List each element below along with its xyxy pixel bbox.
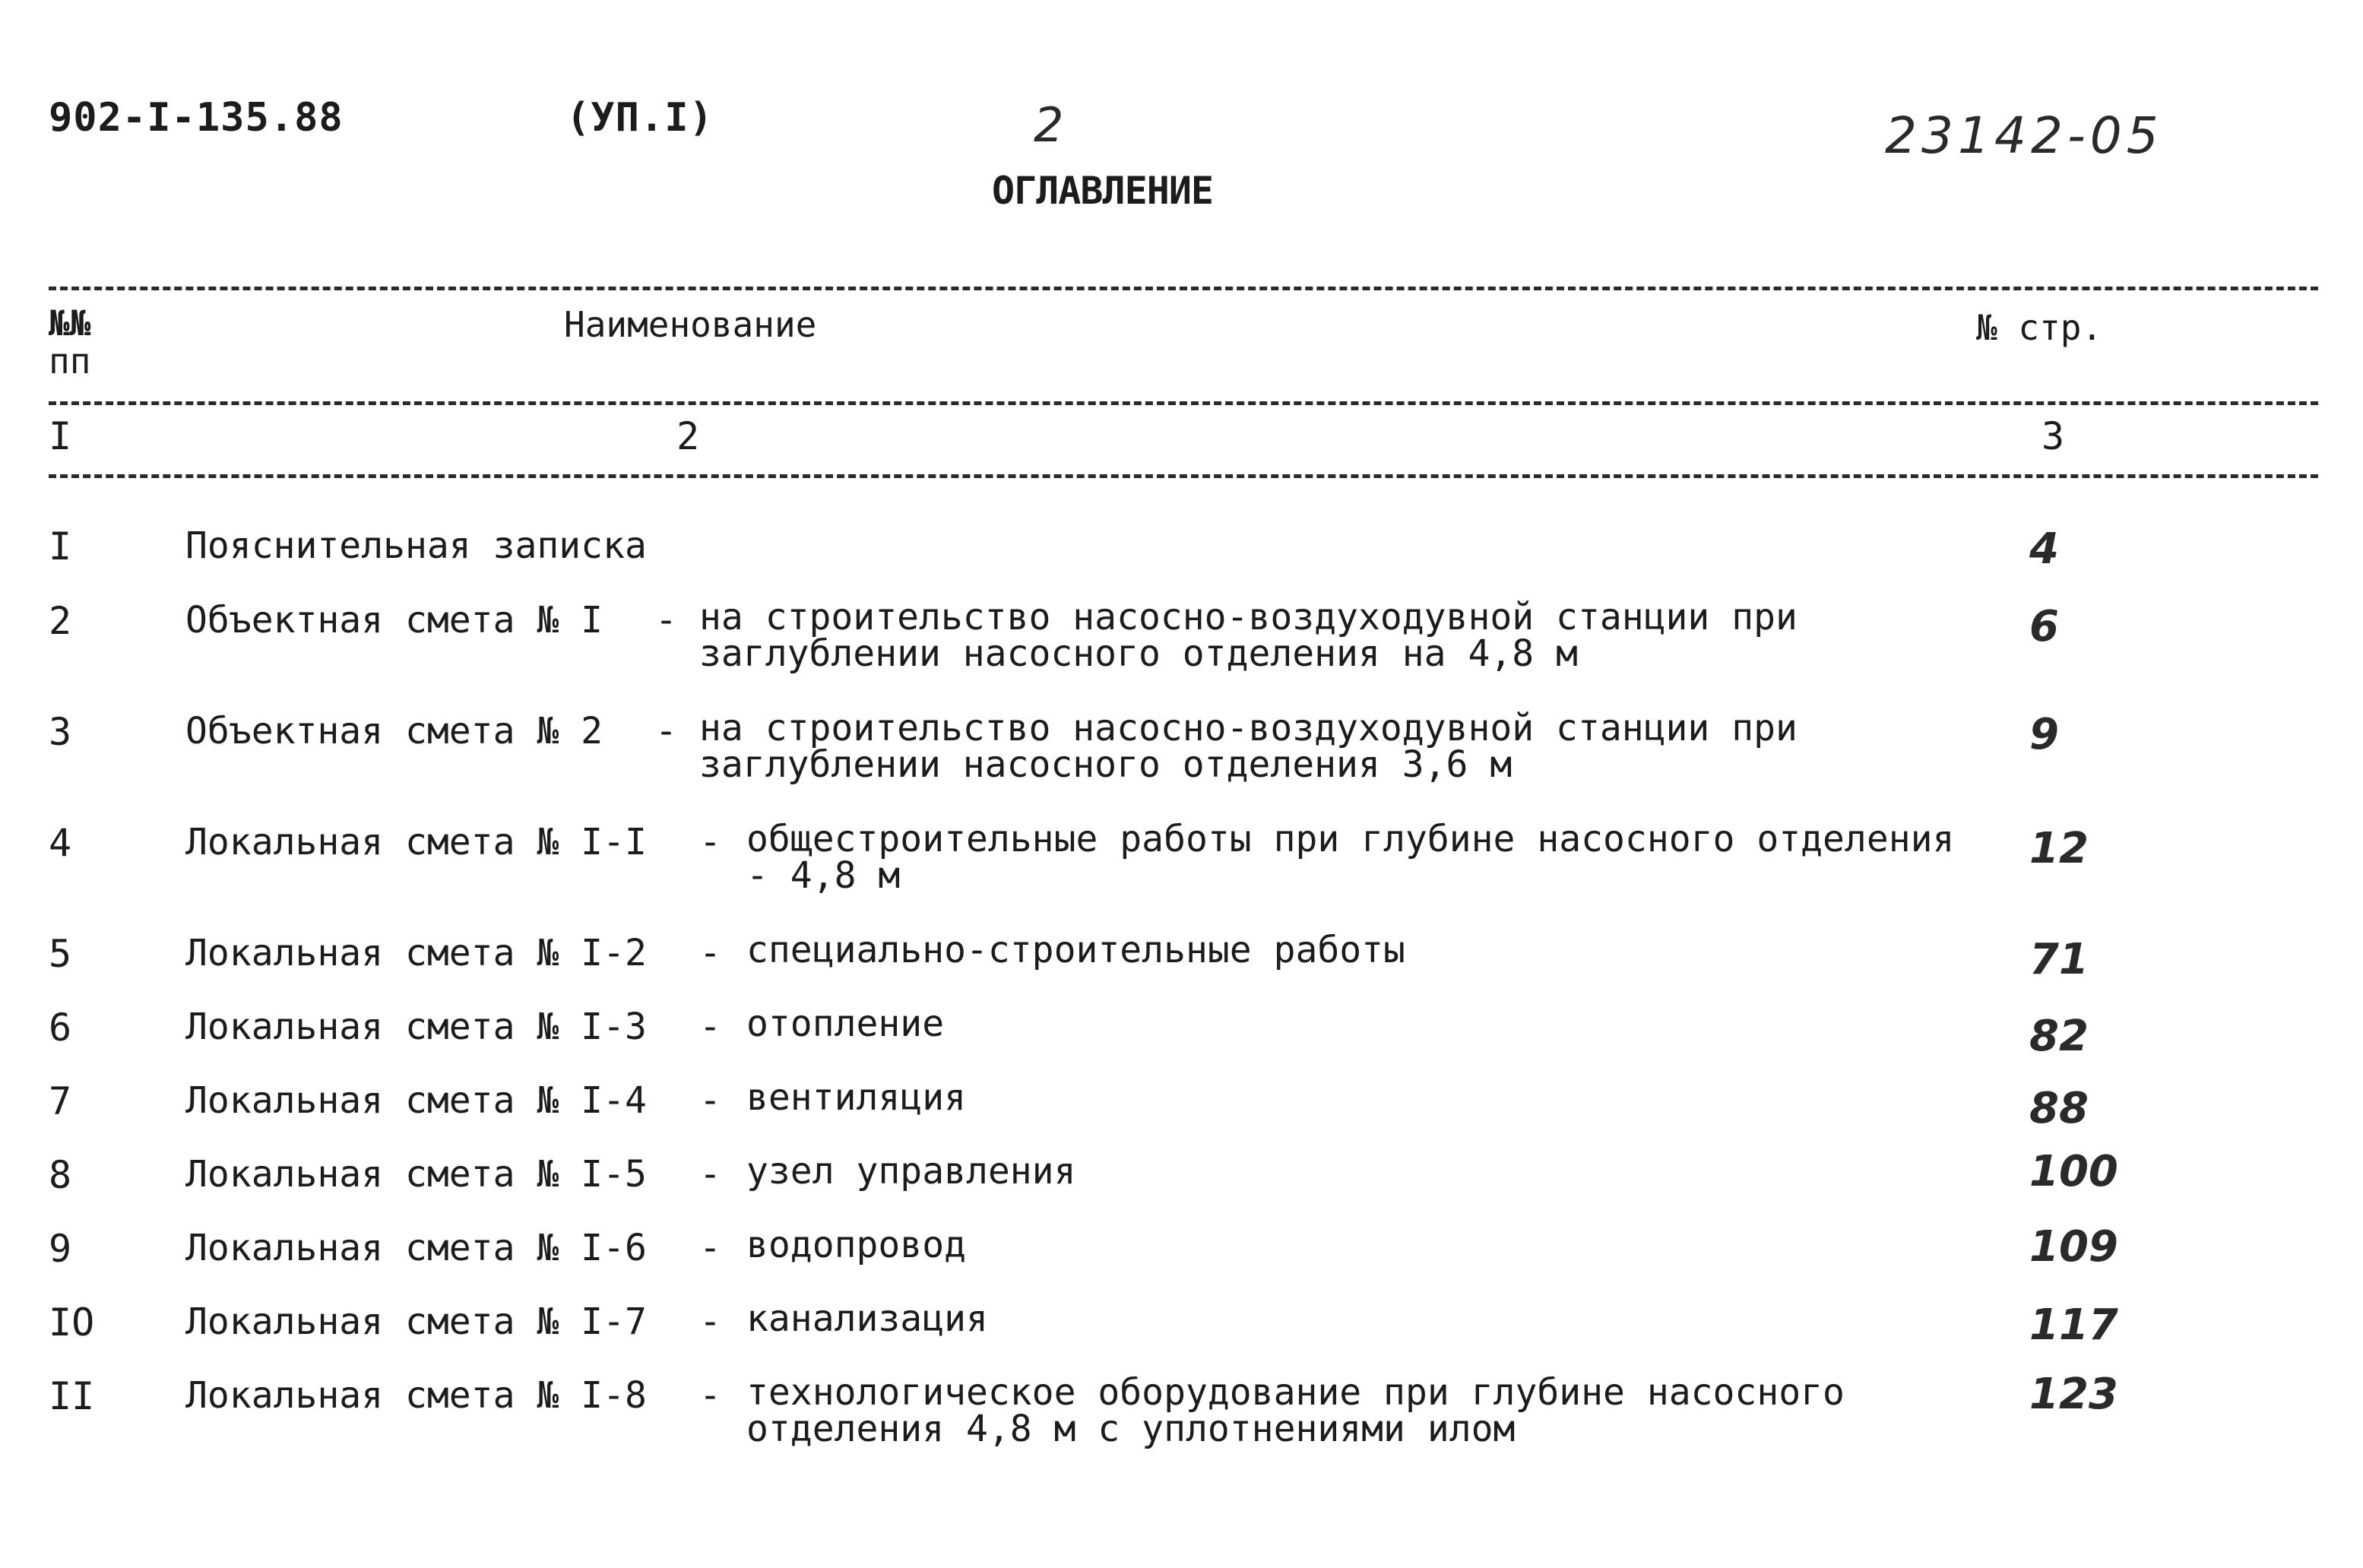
- row-page: 71: [2029, 935, 2089, 984]
- column-header-number: [49, 304, 90, 380]
- row-name: Объектная смета № I: [185, 599, 603, 641]
- column-header-name: Наименование: [564, 304, 817, 345]
- divider-numbers: [49, 474, 2318, 478]
- row-number: 8: [49, 1153, 72, 1197]
- page-number: 2: [1034, 97, 1064, 153]
- row-description: [746, 1003, 945, 1045]
- row-separator: -: [655, 599, 677, 641]
- row-name: Локальная смета № I-4: [185, 1079, 647, 1122]
- row-separator: -: [699, 1300, 721, 1343]
- toc-row: [0, 1297, 2363, 1376]
- column-number-2: 2: [676, 414, 700, 458]
- row-page: 88: [2029, 1084, 2089, 1133]
- row-description-line: вентиляция: [746, 1076, 966, 1119]
- row-separator: -: [699, 932, 721, 974]
- row-description-line: - 4,8 м: [746, 854, 901, 897]
- row-description-line: на строительство насосно-воздуходувной станции при: [699, 707, 1798, 749]
- column-header-number-line2: пп: [49, 341, 91, 382]
- row-number: II: [49, 1374, 95, 1418]
- page-title: ОГЛАВЛЕНИЕ: [992, 169, 1214, 213]
- row-number: 2: [49, 599, 72, 643]
- toc-row: [0, 596, 2363, 675]
- toc-row: [0, 929, 2363, 1008]
- row-description-line: специально-строительные работы: [746, 929, 1405, 971]
- row-page: 82: [2029, 1012, 2089, 1061]
- row-description-line: канализация: [746, 1297, 988, 1340]
- row-number: 6: [49, 1006, 72, 1050]
- row-separator: -: [699, 1227, 721, 1269]
- toc-row: [0, 1370, 2363, 1450]
- column-header-number-line1: №№: [49, 303, 91, 344]
- row-number: 3: [49, 710, 72, 754]
- row-description-line: заглублении насосного отделения на 4,8 м: [699, 632, 1578, 675]
- row-separator: -: [699, 1374, 721, 1417]
- row-separator: -: [699, 1006, 721, 1048]
- row-description: [746, 929, 1405, 971]
- row-description-line: заглублении насосного отделения 3,6 м: [699, 743, 1513, 786]
- row-description-line: отопление: [746, 1003, 945, 1045]
- row-separator: -: [699, 1079, 721, 1122]
- row-number: IO: [49, 1300, 95, 1345]
- row-description: [746, 1224, 966, 1266]
- row-page: 109: [2029, 1222, 2118, 1272]
- row-page: 123: [2029, 1370, 2118, 1419]
- row-page: 117: [2029, 1300, 2118, 1350]
- toc-row: [0, 818, 2363, 897]
- column-header-page: № стр.: [1976, 307, 2103, 348]
- row-name: Локальная смета № I-2: [185, 932, 647, 974]
- row-number: 9: [49, 1227, 72, 1271]
- row-number: 7: [49, 1079, 72, 1123]
- column-number-3: 3: [2041, 414, 2065, 458]
- row-description: [746, 1371, 1845, 1450]
- row-description-line: узел управления: [746, 1150, 1076, 1193]
- row-description: [699, 707, 1798, 786]
- row-number: 5: [49, 932, 72, 976]
- row-name: Пояснительная записка: [185, 524, 647, 567]
- row-page: 12: [2029, 824, 2089, 873]
- row-name: Локальная смета № I-7: [185, 1300, 647, 1343]
- toc-row: [0, 1147, 2363, 1229]
- row-page: 100: [2029, 1147, 2118, 1196]
- row-description-line: водопровод: [746, 1224, 966, 1266]
- row-description-line: отделения 4,8 м с уплотнениями илом: [746, 1408, 1516, 1450]
- album-number: (УП.I): [566, 95, 714, 141]
- divider-header: [49, 401, 2318, 405]
- row-separator: -: [699, 1153, 721, 1196]
- row-number: 4: [49, 821, 72, 865]
- toc-row: [0, 1222, 2363, 1303]
- row-name: Локальная смета № I-I: [185, 821, 647, 863]
- row-name: Локальная смета № I-5: [185, 1153, 647, 1196]
- toc-row: [0, 524, 2363, 600]
- toc-row: [0, 707, 2363, 786]
- row-description: [746, 1076, 966, 1119]
- row-name: Локальная смета № I-3: [185, 1006, 647, 1048]
- row-name: Локальная смета № I-8: [185, 1374, 647, 1417]
- column-number-1: I: [49, 414, 72, 458]
- inventory-number: 23142-05: [1885, 106, 2163, 165]
- row-page: 4: [2029, 524, 2059, 574]
- toc-row: [0, 1076, 2363, 1155]
- row-separator: -: [655, 710, 677, 752]
- document-code: 902-I-135.88: [49, 95, 344, 141]
- row-description: [746, 1297, 988, 1340]
- row-description-line: технологическое оборудование при глубине насосного: [746, 1371, 1845, 1414]
- row-description: [746, 818, 1955, 897]
- row-description-line: общестроительные работы при глубине насосного отделения: [746, 818, 1955, 860]
- divider-top: [49, 287, 2318, 290]
- row-page: 9: [2029, 710, 2059, 759]
- row-description-line: на строительство насосно-воздуходувной станции при: [699, 596, 1798, 638]
- row-number: I: [49, 524, 72, 569]
- row-page: 6: [2029, 602, 2059, 651]
- row-separator: -: [699, 821, 721, 863]
- row-name: Локальная смета № I-6: [185, 1227, 647, 1269]
- toc-row: [0, 1003, 2363, 1082]
- row-description: [699, 596, 1798, 675]
- row-description: [746, 1150, 1076, 1193]
- row-name: Объектная смета № 2: [185, 710, 603, 752]
